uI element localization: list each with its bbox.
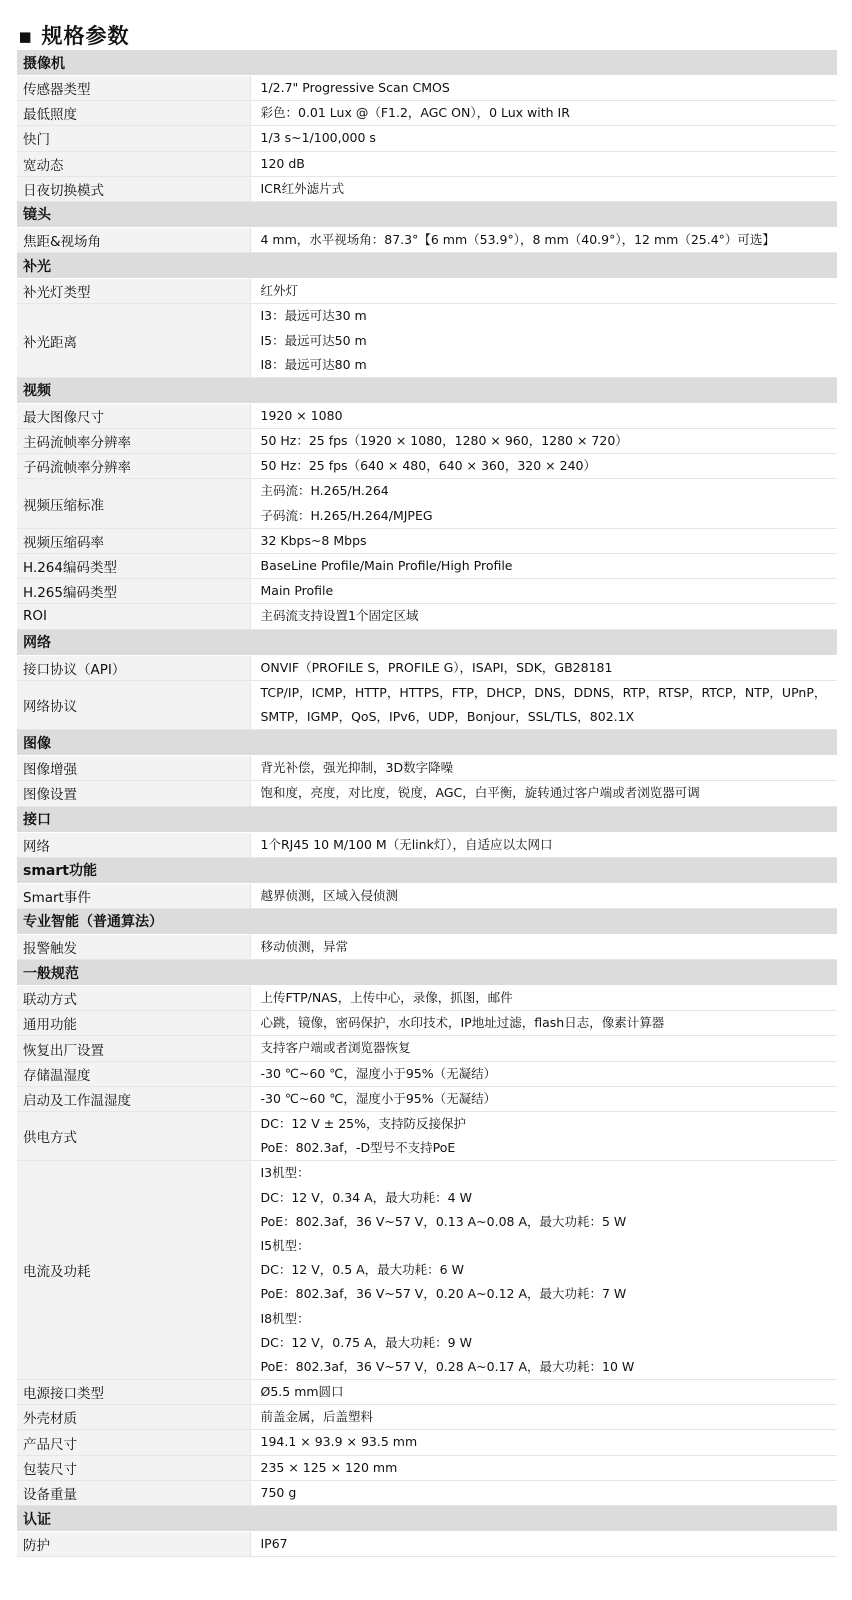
spec-value [250,1161,837,1380]
section-header [17,857,837,883]
spec-value-line: 1/3 s~1/100,000 s [260,130,376,146]
spec-value-line: 主码流支持设置1个固定区域 [260,608,419,624]
spec-row [17,680,837,729]
spec-value-line: IP67 [260,1536,288,1551]
spec-value-line: DC：12 V，0.75 A，最大功耗：9 W [260,1334,472,1350]
spec-row [17,554,837,579]
spec-value-line: I5：最远可达50 m [260,332,367,348]
spec-row [17,781,837,806]
spec-value [250,1455,837,1480]
spec-value [250,1036,837,1061]
spec-value-line: I5机型： [260,1237,310,1253]
spec-label: H.265编码类型 [17,579,250,604]
spec-value [250,479,837,528]
section-header [17,1506,837,1532]
spec-label: 日夜切换模式 [17,176,250,201]
spec-row [17,883,837,908]
section-header-label: 认证 [17,1506,837,1532]
spec-row [17,604,837,629]
spec-label: 焦距&视场角 [17,227,250,252]
spec-label: 存储温湿度 [17,1061,250,1086]
spec-row [17,1405,837,1430]
spec-value-line: 194.1 × 93.9 × 93.5 mm [260,1434,418,1450]
spec-row [17,151,837,176]
spec-value-line: 50 Hz：25 fps（640 × 480，640 × 360，320 × 240） [260,458,596,474]
spec-label: 补光距离 [17,304,250,378]
spec-value-line: Main Profile [260,583,334,599]
spec-label: 供电方式 [17,1112,250,1161]
spec-value [250,1480,837,1505]
spec-row [17,579,837,604]
spec-row [17,528,837,553]
spec-row [17,126,837,151]
section-header [17,908,837,934]
spec-value-line: DC：12 V，0.5 A，最大功耗：6 W [260,1262,464,1278]
spec-value [250,279,837,304]
section-header-label: 网络 [17,629,837,655]
spec-value [250,655,837,680]
spec-label: 子码流帧率分辨率 [17,454,250,479]
section-header-label: 图像 [17,730,837,756]
spec-value-line: DC：12 V ± 25%，支持防反接保护 [260,1116,466,1131]
spec-label: 恢复出厂设置 [17,1036,250,1061]
spec-value [250,554,837,579]
spec-row [17,1112,837,1161]
spec-row [17,1061,837,1086]
spec-value [250,1112,837,1161]
spec-value-line: 750 g [260,1484,297,1500]
spec-row [17,832,837,857]
spec-value [250,151,837,176]
spec-value-line: 前盖金属，后盖塑料 [260,1409,374,1425]
spec-row [17,1532,837,1557]
spec-value-line: PoE：802.3af，-D型号不支持PoE [260,1140,456,1156]
spec-value-line: PoE：802.3af，36 V~57 V，0.28 A~0.17 A，最大功耗：10 W [260,1358,635,1374]
spec-value-line: 主码流：H.265/H.264 [260,483,389,499]
spec-value-line: 1/2.7" Progressive Scan CMOS [260,80,450,95]
page-title-text: 规格参数 [41,24,130,48]
spec-value [250,126,837,151]
spec-value [250,1086,837,1111]
spec-value [250,883,837,908]
section-header [17,377,837,403]
spec-label: 网络 [17,832,250,857]
spec-value-line: ONVIF（PROFILE S，PROFILE G），ISAPI，SDK，GB28181 [260,659,613,675]
spec-label: 接口协议（API） [17,655,250,680]
spec-value-line: -30 ℃~60 ℃，湿度小于95%（无凝结） [260,1065,497,1081]
section-header [17,629,837,655]
section-header [17,806,837,832]
spec-row [17,655,837,680]
spec-label: 外壳材质 [17,1405,250,1430]
spec-value-line: TCP/IP，ICMP，HTTP，HTTPS，FTP，DHCP，DNS，DDNS，RTP，RTSP，RTCP，NTP，UPnP， [260,684,827,700]
spec-value [250,1011,837,1036]
spec-value-line: I8：最远可达80 m [260,356,367,372]
spec-label: 补光灯类型 [17,279,250,304]
spec-value [250,304,837,378]
spec-row [17,1480,837,1505]
spec-value [250,1405,837,1430]
section-header-label: smart功能 [17,857,837,883]
spec-row [17,1430,837,1455]
spec-label: H.264编码类型 [17,554,250,579]
spec-row [17,176,837,201]
spec-row [17,1011,837,1036]
spec-value [250,1532,837,1557]
spec-value-line: 1920 × 1080 [260,407,343,423]
spec-value [250,176,837,201]
spec-row [17,1086,837,1111]
spec-value-line: BaseLine Profile/Main Profile/High Profile [260,558,513,573]
spec-value-line: I3机型： [260,1165,310,1181]
spec-value-line: 背光补偿，强光抑制，3D数字降噪 [260,760,454,776]
spec-value [250,604,837,629]
spec-row [17,227,837,252]
spec-table-body [17,50,837,1557]
spec-value-line: I8机型： [260,1310,310,1326]
spec-value [250,1380,837,1405]
spec-value-line: 支持客户端或者浏览器恢复 [260,1040,411,1056]
spec-label: 视频压缩码率 [17,528,250,553]
spec-value-line: 50 Hz：25 fps（1920 × 1080，1280 × 960，1280 × 720） [260,433,628,449]
section-header [17,253,837,279]
spec-row [17,1161,837,1380]
spec-value [250,101,837,126]
spec-label: 联动方式 [17,986,250,1011]
spec-value-line: SMTP，IGMP，QoS，IPv6，UDP，Bonjour，SSL/TLS，802.1X [260,708,635,724]
spec-value-line: 4 mm，水平视场角：87.3°【6 mm（53.9°），8 mm（40.9°），12 mm（25.4°）可选】 [260,231,775,247]
spec-row [17,1455,837,1480]
spec-value-line: 120 dB [260,155,305,171]
spec-label: ROI [17,604,250,629]
spec-row [17,279,837,304]
spec-label: 报警触发 [17,934,250,959]
spec-label: 网络协议 [17,680,250,729]
spec-label: 主码流帧率分辨率 [17,429,250,454]
spec-value [250,1061,837,1086]
spec-value-line: I3：最远可达30 m [260,308,367,324]
spec-label: 电流及功耗 [17,1161,250,1380]
spec-value-line: 心跳，镜像，密码保护，水印技术，IP地址过滤，flash日志，像素计算器 [260,1015,665,1031]
spec-value [250,934,837,959]
spec-value [250,986,837,1011]
spec-value [250,756,837,781]
spec-value [250,579,837,604]
spec-row [17,1036,837,1061]
spec-row [17,403,837,428]
spec-row [17,479,837,528]
spec-label: 通用功能 [17,1011,250,1036]
spec-value [250,76,837,101]
spec-value [250,680,837,729]
spec-value [250,227,837,252]
page-title: ▪ 规格参数 [18,24,130,48]
spec-row [17,76,837,101]
section-header-label: 专业智能（普通算法） [17,908,837,934]
spec-value-line: 饱和度，亮度，对比度，锐度，AGC，白平衡，旋转通过客户端或者浏览器可调 [260,785,700,801]
spec-value [250,454,837,479]
spec-label: Smart事件 [17,883,250,908]
spec-row [17,101,837,126]
section-header [17,50,837,76]
spec-value [250,429,837,454]
spec-value-line: 上传FTP/NAS，上传中心，录像，抓图，邮件 [260,990,513,1006]
spec-table [17,50,837,1557]
spec-value-line: PoE：802.3af，36 V~57 V，0.20 A~0.12 A，最大功耗：7 W [260,1286,627,1302]
spec-value-line: 彩色：0.01 Lux @（F1.2，AGC ON），0 Lux with IR [260,105,570,121]
spec-value [250,832,837,857]
section-header-label: 补光 [17,253,837,279]
spec-value-line: Ø5.5 mm圆口 [260,1384,344,1400]
spec-value-line: 红外灯 [260,283,299,299]
spec-label: 快门 [17,126,250,151]
spec-value [250,528,837,553]
spec-label: 宽动态 [17,151,250,176]
spec-value-line: 1个RJ45 10 M/100 M（无link灯），自适应以太网口 [260,836,553,852]
spec-value [250,403,837,428]
spec-value [250,1430,837,1455]
spec-label: 图像增强 [17,756,250,781]
spec-row [17,934,837,959]
section-header-label: 摄像机 [17,50,837,76]
spec-label: 最大图像尺寸 [17,403,250,428]
spec-value-line: ICR红外滤片式 [260,180,345,196]
spec-value-line: 移动侦测，异常 [260,938,349,954]
spec-label: 防护 [17,1532,250,1557]
section-header [17,960,837,986]
section-header [17,201,837,227]
spec-row [17,986,837,1011]
section-header-label: 镜头 [17,201,837,227]
spec-row [17,1380,837,1405]
section-header-label: 接口 [17,806,837,832]
spec-label: 最低照度 [17,101,250,126]
spec-label: 产品尺寸 [17,1430,250,1455]
section-header-label: 视频 [17,377,837,403]
spec-label: 包装尺寸 [17,1455,250,1480]
spec-row [17,756,837,781]
section-header [17,730,837,756]
spec-label: 视频压缩标准 [17,479,250,528]
spec-value-line: 235 × 125 × 120 mm [260,1459,398,1475]
spec-label: 图像设置 [17,781,250,806]
spec-row [17,429,837,454]
spec-label: 电源接口类型 [17,1380,250,1405]
spec-value-line: 32 Kbps~8 Mbps [260,532,367,548]
spec-label: 启动及工作温湿度 [17,1086,250,1111]
spec-value-line: 子码流：H.265/H.264/MJPEG [260,507,433,523]
spec-value-line: PoE：802.3af，36 V~57 V，0.13 A~0.08 A，最大功耗：5 W [260,1213,627,1229]
spec-value [250,781,837,806]
spec-row [17,304,837,378]
spec-value-line: DC：12 V，0.34 A，最大功耗：4 W [260,1189,472,1205]
spec-label: 设备重量 [17,1480,250,1505]
section-header-label: 一般规范 [17,960,837,986]
spec-label: 传感器类型 [17,76,250,101]
spec-row [17,454,837,479]
spec-value-line: 越界侦测，区域入侵侦测 [260,887,399,903]
spec-value-line: -30 ℃~60 ℃，湿度小于95%（无凝结） [260,1090,497,1106]
